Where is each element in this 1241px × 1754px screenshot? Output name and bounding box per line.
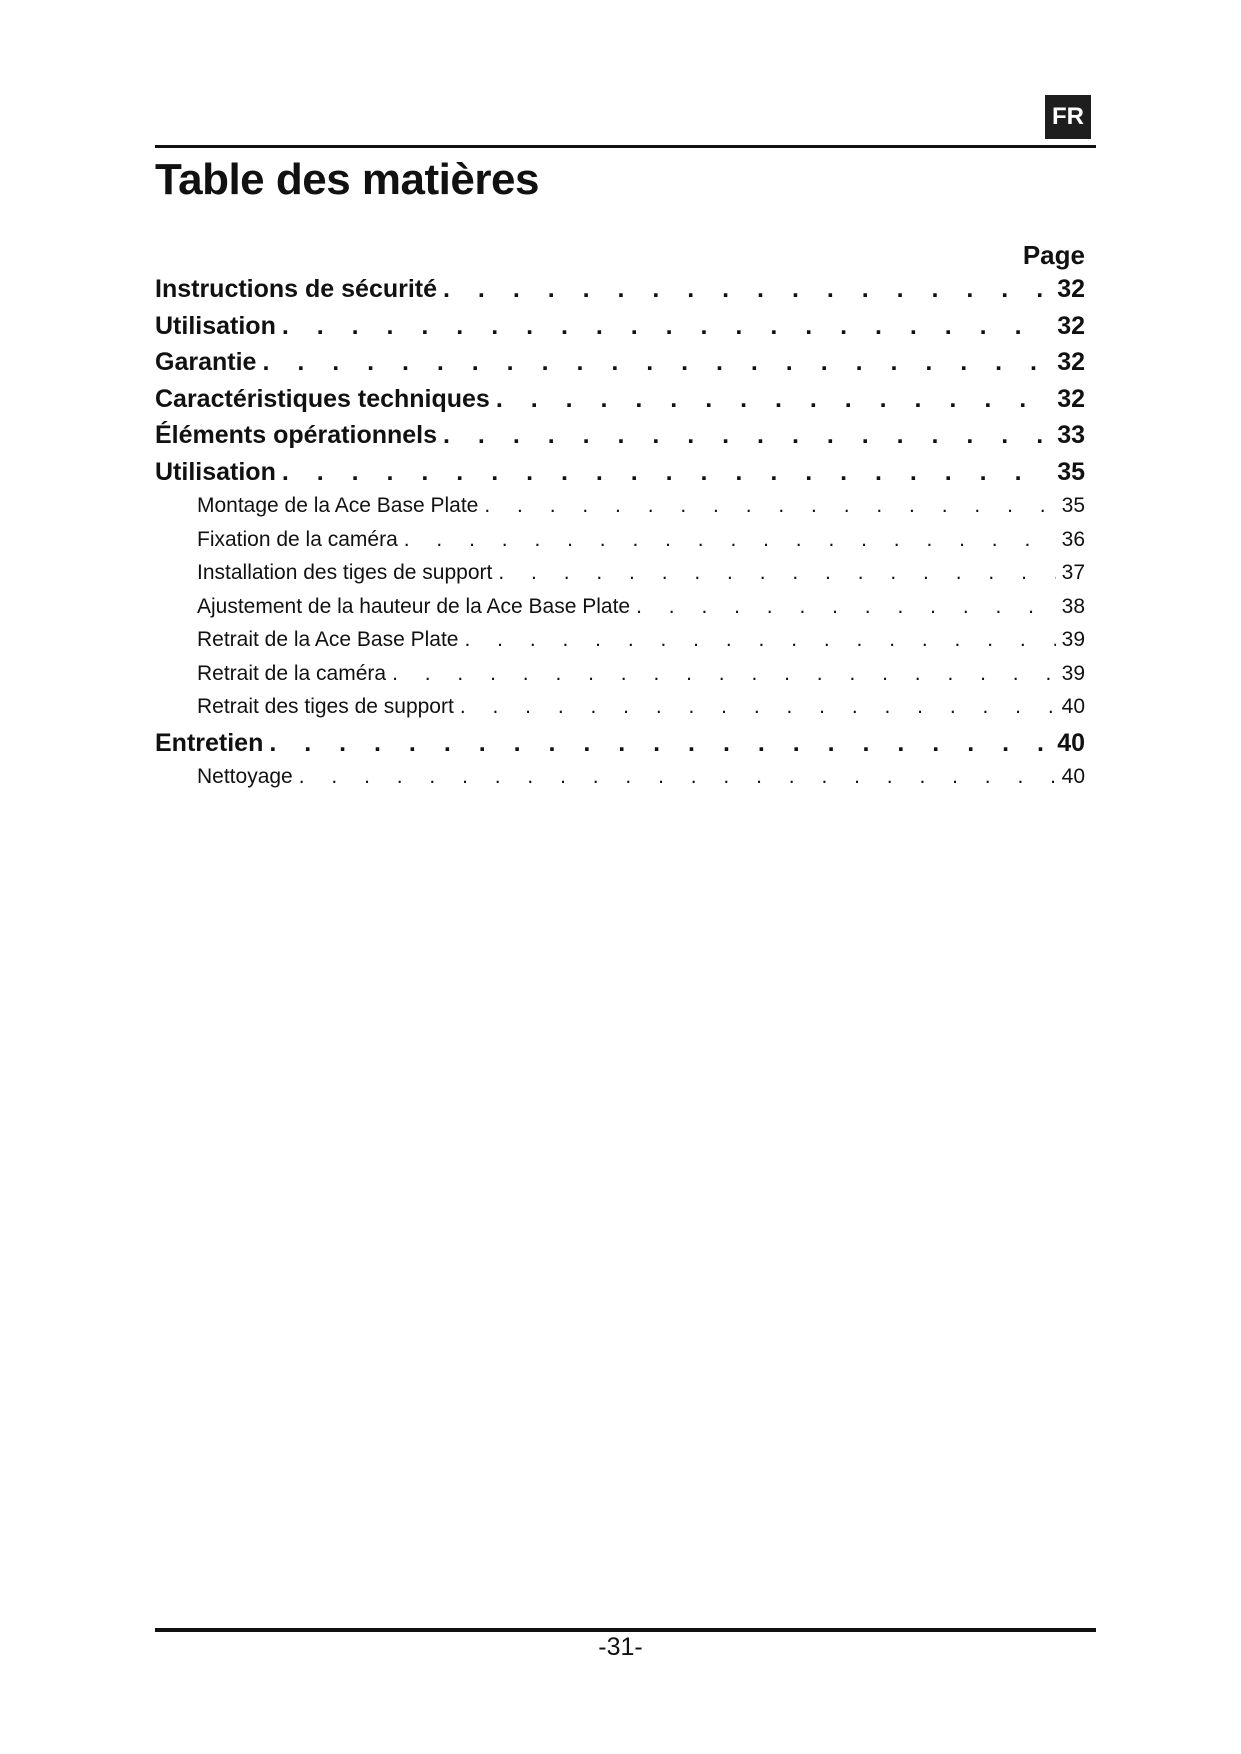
- page-number: -31-: [598, 1633, 643, 1661]
- leader-dots: [460, 695, 1056, 719]
- toc-entry-label: Montage de la Ace Base Plate: [197, 494, 479, 517]
- leader-dots: [282, 458, 1051, 487]
- toc-subentry[interactable]: [155, 765, 1085, 799]
- toc-subentry[interactable]: [155, 595, 1085, 629]
- toc-entry-label: Fixation de la caméra: [197, 527, 398, 551]
- toc-entry-page: 32: [1057, 311, 1085, 340]
- toc-entry-label: Retrait de la caméra: [197, 661, 387, 685]
- toc-entry-page: 40: [1057, 728, 1085, 757]
- leader-dots: [392, 662, 1056, 686]
- bottom-rule: [155, 1628, 1096, 1632]
- leader-dots: [443, 275, 1051, 304]
- toc-entry-label: Caractéristiques techniques: [155, 384, 490, 413]
- leader-dots: [262, 348, 1051, 377]
- toc-subentry[interactable]: [155, 662, 1085, 696]
- toc-subentry[interactable]: [155, 561, 1085, 595]
- toc-entry-page: 39: [1061, 661, 1085, 685]
- toc-subentry[interactable]: [155, 528, 1085, 562]
- leader-dots: [465, 628, 1056, 652]
- toc-entry-label: Nettoyage: [197, 765, 293, 788]
- toc-entry-page: 33: [1057, 421, 1085, 449]
- leader-dots: [498, 561, 1055, 585]
- toc-subentry[interactable]: [155, 628, 1085, 662]
- toc-entry[interactable]: [155, 458, 1085, 495]
- toc-entry-page: 32: [1057, 275, 1085, 303]
- toc-entry[interactable]: [155, 348, 1085, 385]
- leader-dots: [404, 528, 1056, 552]
- leader-dots: [282, 312, 1051, 341]
- toc-entry-page: 35: [1057, 457, 1085, 486]
- toc-entry[interactable]: [155, 729, 1085, 766]
- leader-dots: [484, 494, 1055, 518]
- toc-entry-page: 32: [1057, 348, 1085, 376]
- page-title: Table des matières: [155, 155, 539, 204]
- leader-dots: [299, 765, 1056, 789]
- table-of-contents: [155, 275, 1085, 799]
- toc-entry-label: Ajustement de la hauteur de la Ace Base Plate: [197, 594, 631, 618]
- toc-entry-label: Installation des tiges de support: [197, 561, 493, 584]
- toc-entry-page: 39: [1061, 628, 1085, 651]
- toc-entry[interactable]: [155, 312, 1085, 349]
- toc-entry[interactable]: [155, 421, 1085, 458]
- toc-entry-label: Retrait de la Ace Base Plate: [197, 628, 459, 651]
- toc-subentry[interactable]: [155, 494, 1085, 528]
- toc-entry[interactable]: [155, 275, 1085, 312]
- toc-entry-label: Utilisation: [155, 311, 276, 340]
- leader-dots: [269, 729, 1051, 758]
- toc-entry[interactable]: [155, 385, 1085, 422]
- page-column-heading: Page: [1022, 240, 1085, 270]
- toc-entry-page: 36: [1061, 527, 1085, 551]
- top-rule: [155, 145, 1096, 148]
- toc-entry-label: Éléments opérationnels: [155, 421, 438, 449]
- toc-entry-label: Instructions de sécurité: [155, 275, 438, 303]
- toc-subentry[interactable]: [155, 695, 1085, 729]
- toc-entry-label: Retrait des tiges de support: [197, 695, 454, 718]
- toc-entry-label: Utilisation: [155, 457, 276, 486]
- leader-dots: [443, 421, 1051, 450]
- toc-entry-label: Entretien: [155, 728, 264, 757]
- toc-entry-page: 32: [1057, 384, 1085, 413]
- toc-entry-page: 37: [1061, 561, 1085, 584]
- toc-entry-page: 40: [1061, 695, 1085, 718]
- toc-entry-label: Garantie: [155, 348, 257, 376]
- leader-dots: [496, 385, 1051, 414]
- toc-entry-page: 40: [1061, 765, 1085, 788]
- toc-entry-page: 38: [1061, 594, 1085, 618]
- leader-dots: [636, 595, 1056, 619]
- language-badge: FR: [1045, 95, 1091, 139]
- toc-entry-page: 35: [1061, 494, 1085, 517]
